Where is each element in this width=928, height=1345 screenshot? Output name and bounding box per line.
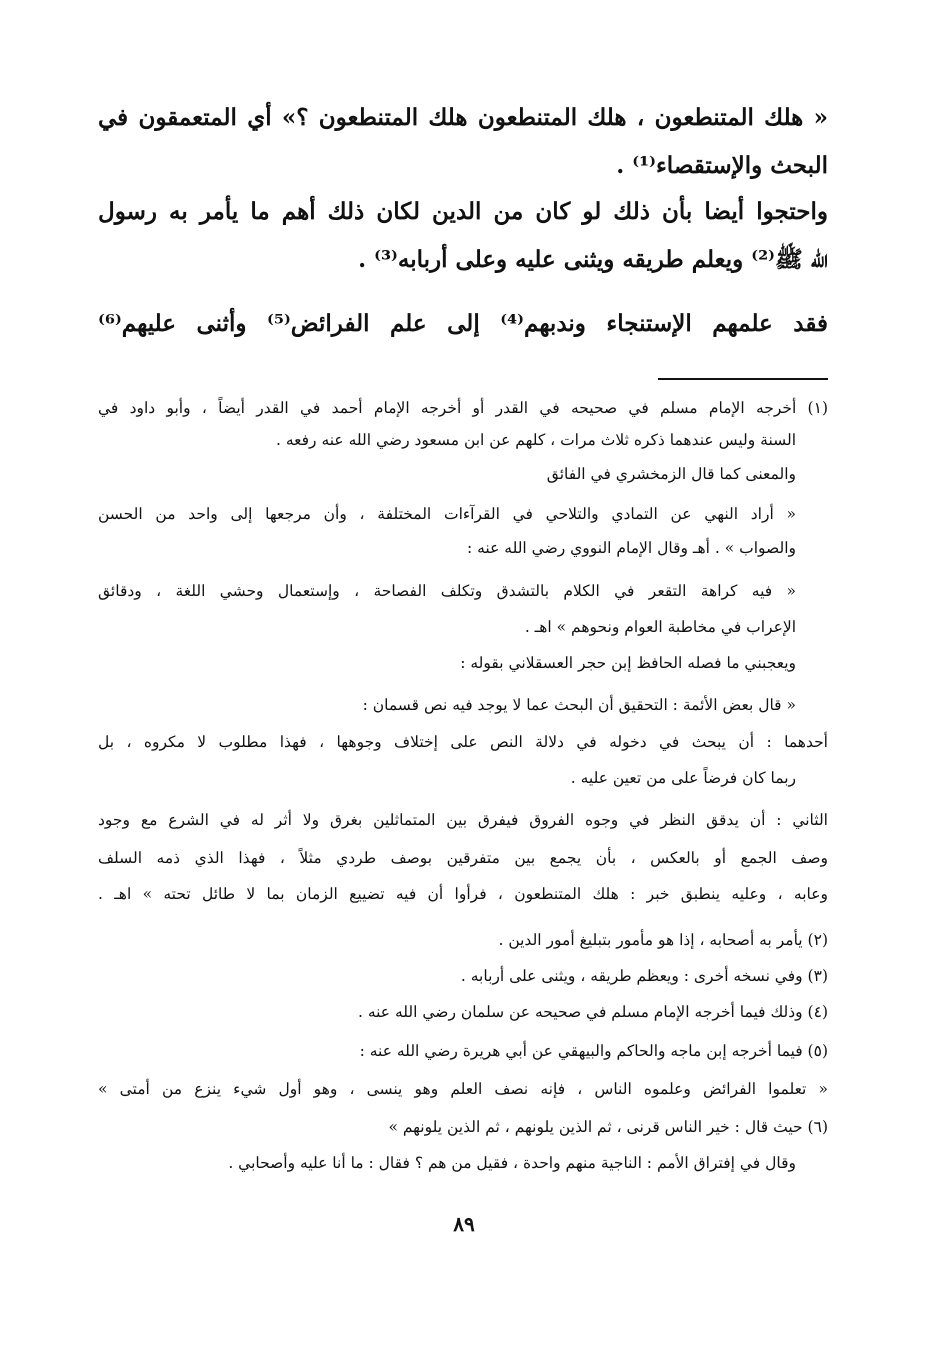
- footnote-line: « فيه كراهة التقعر في الكلام بالتشدق وتكلف الفصاحة ، وإستعمال وحشي اللغة ، ودقائق: [98, 582, 796, 600]
- footnote-line: (١) أخرجه الإمام مسلم في صحيحه في القدر أو أخرجه الإمام أحمد في القدر أيضاً ، وأبو داود في: [98, 399, 828, 417]
- footnote-line: وقال في إفتراق الأمم : الناجية منهم واحدة ، فقيل من هم ؟ فقال : ما أنا عليه وأصحابي .: [228, 1154, 796, 1172]
- footnote-line: « قال بعض الأئمة : التحقيق أن البحث عما لا يوجد فيه نص قسمان :: [362, 696, 796, 714]
- footnote-line: « أراد النهي عن التمادي والتلاحي في القرآءات المختلفة ، وأن مرجعها إلى واحد من الحسن: [98, 505, 796, 523]
- footnote-line: السنة وليس عندهما ذكره ثلاث مرات ، كلهم عن ابن مسعود رضي الله عنه رفعه .: [275, 431, 796, 449]
- footnote-line: والمعنى كما قال الزمخشري في الفائق: [546, 465, 796, 483]
- footnote-line: أحدهما : أن يبحث في دخوله في دلالة النص على إختلاف وجوهها ، فهذا مطلوب لا مكروه ، بل: [98, 733, 828, 751]
- footnote-separator: [658, 378, 828, 380]
- main-text-line-2: البحث والإستقصاء⁽¹⁾ .: [616, 152, 828, 179]
- main-text-line-1: « هلك المتنطعون ، هلك المتنطعون هلك المتنطعون ؟» أي المتعمقون في: [98, 104, 828, 131]
- page-number: ٨٩: [453, 1212, 475, 1236]
- footnote-line: والصواب » . أهـ وقال الإمام النووي رضي الله عنه :: [466, 539, 796, 557]
- footnote-line: (٦) حيث قال : خير الناس قرنى ، ثم الذين يلونهم ، ثم الذين يلونهم »: [388, 1118, 828, 1136]
- footnote-line: ربما كان فرضاً على من تعين عليه .: [570, 769, 796, 787]
- footnote-line: ويعجبني ما فصله الحافظ إبن حجر العسقلاني بقوله :: [460, 654, 796, 672]
- main-text-line-4: الله ﷺ⁽²⁾ ويعلم طريقه ويثنى عليه وعلى أربابه⁽³⁾ .: [358, 246, 828, 273]
- footnote-line: الإعراب في مخاطبة العوام ونحوهم » اهـ .: [524, 618, 796, 636]
- footnote-line: وعابه ، وعليه ينطبق خبر : هلك المتنطعون ، فرأوا أن فيه تضييع الزمان بما لا طائل تحته » اهـ .: [98, 885, 828, 903]
- footnote-line: (٥) فيما أخرجه إبن ماجه والحاكم والبيهقي عن أبي هريرة رضي الله عنه :: [359, 1042, 828, 1060]
- footnote-line: (٤) وذلك فيما أخرجه الإمام مسلم في صحيحه عن سلمان رضي الله عنه .: [357, 1003, 828, 1021]
- footnote-line: الثاني : أن يدقق النظر في وجوه الفروق فيفرق بين المتماثلين بغرق ولا أثر له في الشرع مع وجود: [98, 811, 828, 829]
- main-text-line-3: واحتجوا أيضا بأن ذلك لو كان من الدين لكان ذلك أهم ما يأمر به رسول: [98, 198, 828, 225]
- footnote-line: (٢) يأمر به أصحابه ، إذا هو مأمور بتبليغ أمور الدين .: [498, 931, 828, 949]
- footnote-line: (٣) وفي نسخه أخرى : ويعظم طريقه ، ويثنى على أربابه .: [460, 967, 828, 985]
- footnote-line: وصف الجمع أو بالعكس ، بأن يجمع بين متفرقين بوصف طردي مثلاً ، فهذا الذي ذمه السلف: [98, 849, 828, 867]
- footnote-line: « تعلموا الفرائض وعلموه الناس ، فإنه نصف العلم وهو ينسى ، وهو أول شيء ينزع من أمتى »: [98, 1080, 828, 1098]
- main-text-line-5: فقد علمهم الإستنجاء وندبهم⁽⁴⁾ إلى علم الفرائض⁽⁵⁾ وأثنى عليهم⁽⁶⁾: [98, 310, 828, 337]
